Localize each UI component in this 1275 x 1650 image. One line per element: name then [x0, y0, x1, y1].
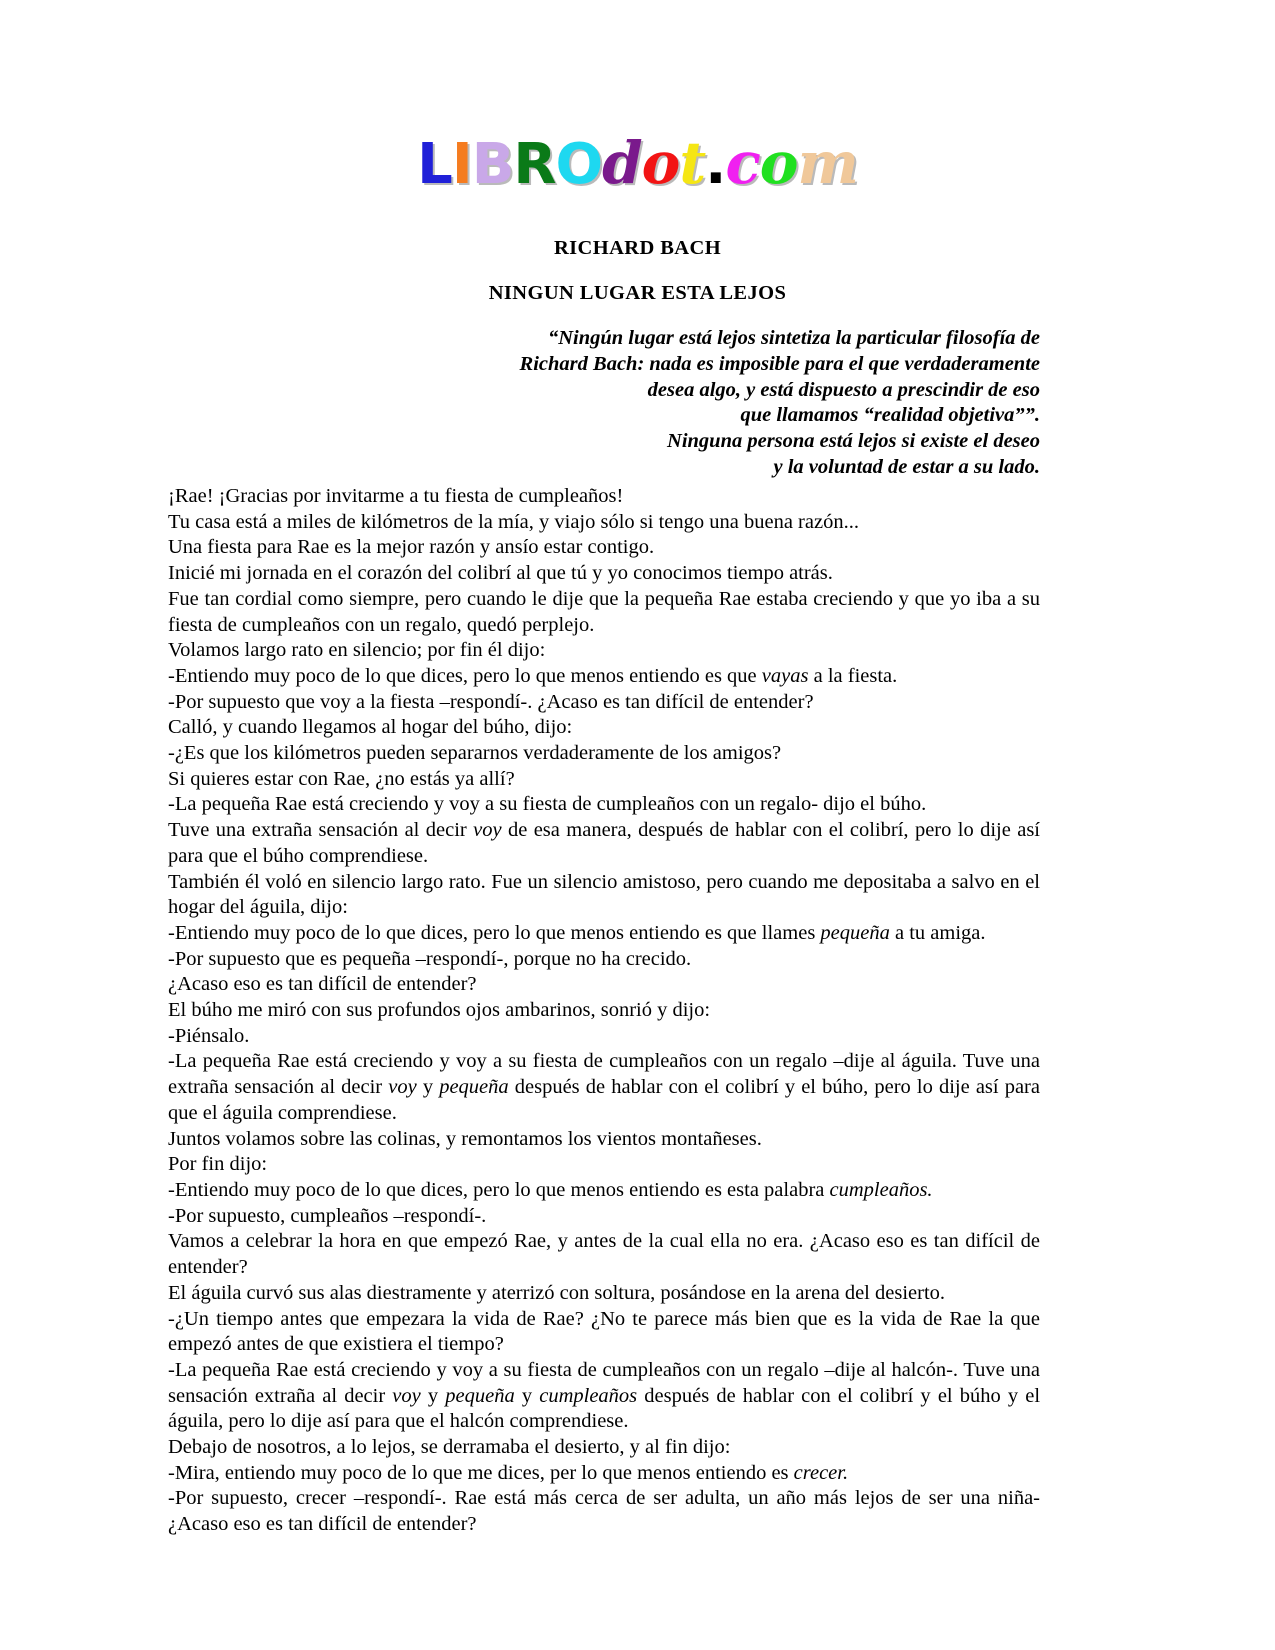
body-paragraph — [168, 818, 1040, 869]
text-run: ¡Rae! ¡Gracias por invitarme a tu fiesta de cumpleaños! — [168, 485, 624, 507]
text-run: -Por supuesto que es pequeña –respondí-, porque no ha crecido. — [168, 947, 692, 970]
body-paragraph — [168, 921, 1040, 947]
text-run: después de hablar con el colibrí y el búho, pero lo dije así para que el águila comprendiese. — [168, 1076, 1040, 1124]
emphasis-text: voy — [473, 819, 502, 842]
body-paragraph — [168, 1049, 1040, 1126]
body-paragraph — [168, 972, 1040, 998]
epigraph-line: “Ningún lugar está lejos sintetiza la particular filosofía de — [547, 327, 1040, 349]
text-run: -Entiendo muy poco de lo que dices, pero lo que menos entiendo es que — [168, 664, 762, 687]
body-paragraph — [168, 1461, 1040, 1487]
emphasis-text: pequeña — [439, 1076, 509, 1099]
text-run: -Por supuesto que voy a la fiesta –respondí-. ¿Acaso es tan difícil de entender? — [168, 690, 814, 713]
librodot-logo — [417, 129, 858, 197]
logo-letter-o: o — [759, 129, 798, 197]
text-run: y — [514, 1384, 540, 1407]
emphasis-text: cumpleaños. — [829, 1178, 933, 1201]
text-run: -Por supuesto, crecer –respondí-. Rae está más cerca de ser adulta, un año más lejos de ser una niña- ¿Acaso eso es tan difícil de entender? — [168, 1487, 1040, 1536]
emphasis-text: crecer. — [793, 1461, 849, 1484]
epigraph-line: y la voluntad de estar a su lado. — [773, 455, 1040, 478]
text-run: -Por supuesto, cumpleaños –respondí-. — [168, 1204, 487, 1227]
site-logo-header — [0, 129, 1275, 197]
text-run: El águila curvó sus alas diestramente y aterrizó con soltura, posándose en la arena del desierto. — [168, 1281, 946, 1304]
logo-letter-o: O — [555, 132, 603, 197]
logo-letter-dot: . — [705, 132, 726, 197]
epigraph-line: Richard Bach: nada es imposible para el que verdaderamente — [519, 352, 1040, 375]
text-run: después de hablar con el colibrí y el búho y el águila, pero lo dije así para que el halcón comprendiese. — [168, 1384, 1041, 1433]
text-run: -Entiendo muy poco de lo que dices, pero lo que menos entiendo es esta palabra — [168, 1178, 830, 1201]
emphasis-text: voy — [388, 1076, 417, 1099]
body-paragraph — [168, 1229, 1040, 1280]
body-paragraph — [168, 535, 1040, 561]
text-run: -La pequeña Rae está creciendo y voy a su fiesta de cumpleaños con un regalo- dijo el búho. — [168, 793, 927, 816]
text-run: y — [420, 1384, 446, 1407]
body-paragraph — [168, 587, 1040, 638]
logo-letter-o: o — [641, 129, 680, 197]
epigraph-line: Ninguna persona está lejos si existe el deseo — [667, 430, 1040, 453]
text-run: Tuve una extraña sensación al decir — [168, 819, 474, 842]
text-run: -¿Un tiempo antes que empezara la vida de Rae? ¿No te parece más bien que es la vida de Rae la que empezó antes de que existiera el tiempo? — [168, 1307, 1040, 1356]
body-paragraph — [168, 715, 1040, 741]
body-paragraph — [168, 870, 1040, 921]
text-run: Por fin dijo: — [168, 1153, 268, 1176]
emphasis-text: pequeña — [445, 1384, 515, 1407]
body-paragraph — [168, 1435, 1040, 1461]
body-paragraph — [168, 741, 1040, 767]
text-run: ¿Acaso eso es tan difícil de entender? — [168, 973, 477, 996]
logo-letter-c: c — [725, 129, 760, 197]
body-paragraph — [168, 1024, 1040, 1050]
body-paragraph — [168, 690, 1040, 716]
emphasis-text: pequeña — [820, 921, 890, 944]
logo-letter-b: B — [471, 132, 514, 197]
text-run: Tu casa está a miles de kilómetros de la mía, y viajo sólo si tengo una buena razón... — [168, 510, 859, 533]
text-run: También él voló en silencio largo rato. Fue un silencio amistoso, pero cuando me depositaba a salvo en el hogar del águila, dijo: — [168, 870, 1040, 919]
text-run: y — [416, 1076, 440, 1099]
body-paragraph — [168, 792, 1040, 818]
logo-letter-i: I — [451, 132, 472, 197]
text-run: El búho me miró con sus profundos ojos ambarinos, sonrió y dijo: — [168, 999, 711, 1022]
text-run: -La pequeña Rae está creciendo y voy a su fiesta de cumpleaños con un regalo –dije al águila. Tuve una extraña sensación al decir — [168, 1050, 1040, 1099]
text-run: Vamos a celebrar la hora en que empezó Rae, y antes de la cual ella no era. ¿Acaso eso es tan difícil de entender? — [168, 1230, 1040, 1279]
logo-letter-t: t — [679, 129, 706, 197]
emphasis-text: vayas — [761, 664, 809, 687]
body-paragraph — [168, 998, 1040, 1024]
epigraph-line: que llamamos “realidad objetiva””. — [740, 404, 1040, 427]
text-run: -Piénsalo. — [168, 1024, 250, 1047]
logo-letter-l: L — [417, 132, 452, 197]
text-run: -Entiendo muy poco de lo que dices, pero lo que menos entiendo es que llames — [168, 921, 821, 944]
text-run: Juntos volamos sobre las colinas, y remontamos los vientos montañeses. — [168, 1127, 762, 1150]
text-run: -¿Es que los kilómetros pueden separarnos verdaderamente de los amigos? — [168, 742, 782, 765]
body-paragraph — [168, 1152, 1040, 1178]
text-run: de esa manera, después de hablar con el colibrí, pero lo dije así para que el búho comprendiese. — [168, 819, 1040, 867]
text-run: -Mira, entiendo muy poco de lo que me dices, per lo que menos entiendo es — [168, 1461, 794, 1484]
body-paragraph — [168, 1204, 1040, 1230]
body-paragraph — [168, 1178, 1040, 1204]
logo-letter-d: d — [602, 129, 642, 197]
body-paragraph — [168, 1358, 1040, 1435]
text-run: Debajo de nosotros, a lo lejos, se derramaba el desierto, y al fin dijo: — [168, 1436, 731, 1459]
text-run: -La pequeña Rae está creciendo y voy a su fiesta de cumpleaños con un regalo –dije al halcón-. Tuve una sensación extraña al decir — [168, 1358, 1040, 1407]
body-paragraph — [168, 638, 1040, 664]
body-paragraph — [168, 1307, 1040, 1358]
text-run: Si quieres estar con Rae, ¿no estás ya allí? — [168, 767, 515, 790]
body-paragraph — [168, 1127, 1040, 1153]
body-paragraph — [168, 767, 1040, 793]
body-paragraph — [168, 1281, 1040, 1307]
text-run: Fue tan cordial como siempre, pero cuando le dije que la pequeña Rae estaba creciendo y que yo iba a su fiesta de cumpleaños con un regalo, quedó perplejo. — [168, 587, 1040, 636]
body-paragraph — [168, 510, 1040, 536]
text-run: a la fiesta. — [808, 664, 898, 687]
body-paragraph — [168, 664, 1040, 690]
text-run: Calló, y cuando llegamos al hogar del búho, dijo: — [168, 716, 573, 739]
body-paragraph — [168, 484, 1040, 510]
emphasis-text: cumpleaños — [539, 1384, 638, 1407]
epigraph-line: desea algo, y está dispuesto a prescindir de eso — [647, 378, 1040, 401]
author-name: RICHARD BACH — [553, 237, 722, 259]
logo-letter-m: m — [797, 129, 858, 197]
logo-letter-r: R — [513, 132, 556, 197]
body-paragraph — [168, 1486, 1040, 1537]
body-paragraph — [168, 561, 1040, 587]
text-run: a tu amiga. — [889, 921, 986, 944]
body-paragraph — [168, 947, 1040, 973]
body-text — [168, 484, 1040, 1538]
epigraph-quote — [168, 326, 1040, 481]
text-run: Inicié mi jornada en el corazón del colibrí al que tú y yo conocimos tiempo atrás. — [168, 562, 833, 585]
book-title: NINGUN LUGAR ESTA LEJOS — [488, 282, 787, 304]
emphasis-text: voy — [392, 1384, 421, 1407]
text-run: Una fiesta para Rae es la mejor razón y ansío estar contigo. — [168, 536, 655, 559]
text-run: Volamos largo rato en silencio; por fin él dijo: — [168, 639, 546, 662]
